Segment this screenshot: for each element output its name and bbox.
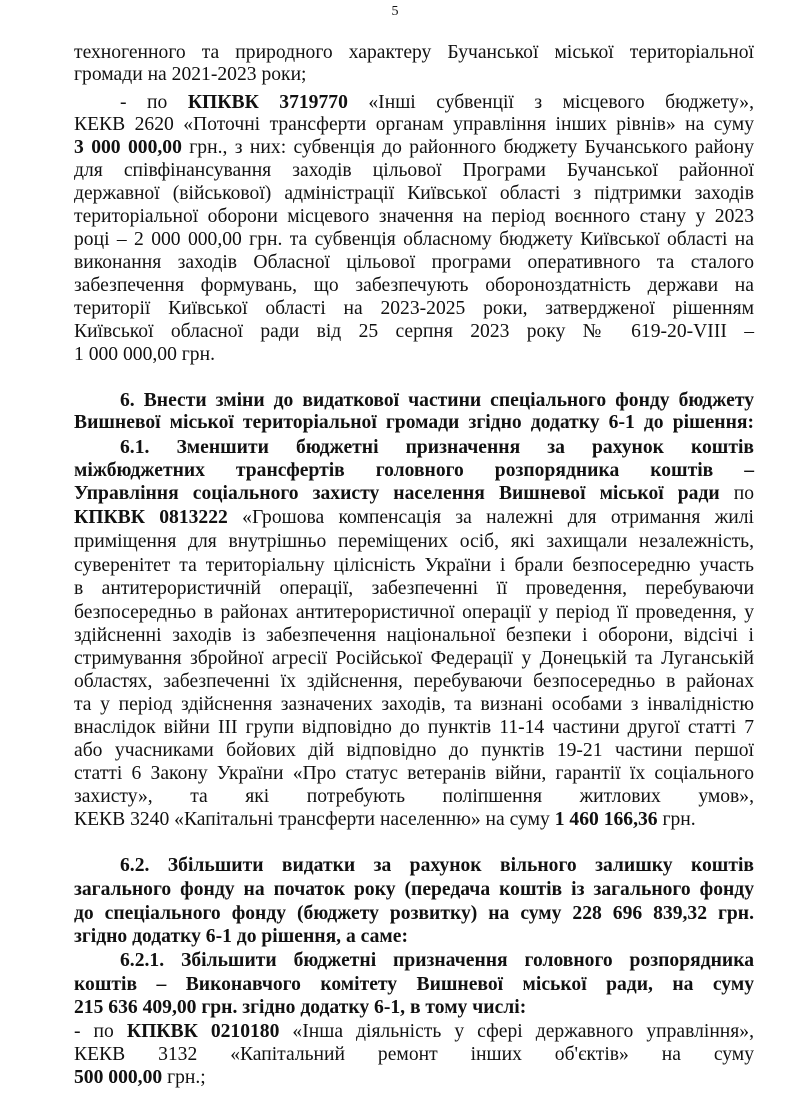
text-line	[74, 555, 754, 577]
text-run: техногенного та природного характеру Бучанської міської територіальної	[74, 42, 754, 63]
text-run: територіальної оборони місцевого значення на період воєнного стану у 2023	[74, 206, 754, 227]
text-line	[74, 183, 754, 205]
text-run: «Грошова компенсація за належні для отримання жилі	[227, 507, 754, 528]
text-line	[74, 717, 754, 739]
page-number: 5	[391, 4, 399, 19]
bold-text: 6.1. Зменшити бюджетні призначення за рахунок коштів	[120, 437, 754, 458]
text-run: - по	[74, 1021, 127, 1042]
bold-text: КПКВК 3719770	[187, 92, 348, 113]
bold-text: Управління соціального захисту населення Вишневої міської ради	[74, 483, 720, 504]
text-run: КЕКВ 3132 «Капітальний ремонт інших об'єктів» на суму	[74, 1044, 754, 1065]
text-run: КЕКВ 2620 «Поточні трансферти органам управління інших рівнів» на суму	[74, 114, 754, 135]
bold-text: 3 000 000,00	[74, 137, 182, 158]
section-heading	[120, 390, 754, 412]
text-line	[74, 114, 754, 136]
text-run: приміщення для внутрішньо переміщених осіб, які захищали незалежність,	[74, 531, 754, 552]
text-run: Київської обласної ради від 25 серпня 2023 року № 619-20-VIII –	[74, 321, 754, 342]
text-line	[74, 625, 754, 647]
bold-text: КПКВК 0210180	[126, 1021, 280, 1042]
text-line	[74, 809, 754, 831]
text-run: по	[719, 483, 754, 504]
text-line	[74, 460, 754, 482]
text-line	[74, 997, 754, 1019]
text-line	[74, 879, 754, 901]
text-line	[74, 275, 754, 297]
text-line	[74, 298, 754, 320]
text-line	[74, 671, 754, 693]
text-line	[120, 950, 754, 972]
text-line	[74, 648, 754, 670]
bold-text: загального фонду на початок року (передача коштів із загального фонду	[74, 879, 754, 900]
text-line	[74, 578, 754, 600]
text-line	[74, 1067, 754, 1089]
text-run: грн., з них: субвенція до районного бюджету Бучанського району	[181, 137, 754, 158]
text-run: «Інша діяльність у сфері державного управління»,	[279, 1021, 755, 1042]
text-line	[74, 903, 754, 925]
text-run: громади на 2021-2023 роки;	[74, 64, 307, 85]
section-heading	[74, 412, 754, 434]
text-line	[74, 160, 754, 182]
bold-text: до спеціального фонду (бюджету розвитку) на суму 228 696 839,32 грн.	[74, 903, 754, 924]
bold-text: коштів – Виконавчого комітету Вишневої міської ради, на суму	[74, 974, 754, 995]
bold-text: згідно додатку 6-1 до рішення, а саме:	[74, 926, 408, 947]
text-run: захисту», та які потребують поліпшення житлових умов»,	[74, 786, 754, 807]
text-line	[74, 531, 754, 553]
text-line	[74, 206, 754, 228]
text-run: - по	[120, 92, 188, 113]
bold-text: 215 636 409,00 грн. згідно додатку 6-1, в тому числі:	[74, 997, 527, 1018]
bold-text: Вишневої міської територіальної громади згідно додатку 6-1 до рішення:	[74, 412, 754, 433]
text-line	[74, 229, 754, 251]
text-line	[74, 344, 754, 366]
text-line	[74, 763, 754, 785]
text-line	[74, 483, 754, 505]
text-line	[120, 855, 754, 877]
bold-text: міжбюджетних трансфертів головного розпорядника коштів –	[74, 460, 754, 481]
text-run: областях, забезпеченні їх здійснення, перебуваючи безпосередньо в районах	[74, 671, 754, 692]
text-run: забезпечення формувань, що забезпечують обороноздатність держави на	[74, 275, 754, 296]
bold-text: 1 460 166,36	[554, 809, 658, 830]
bold-text: 6.2. Збільшити видатки за рахунок вільного залишку коштів	[120, 855, 754, 876]
text-run: території Київської області на 2023-2025 роки, затвердженої рішенням	[74, 298, 754, 319]
text-run: суверенітет та територіальну цілісність України і брали безпосередню участь	[74, 555, 754, 576]
text-run: в антитерористичній операції, забезпеченні її проведення, перебуваючи	[74, 578, 754, 599]
text-line	[74, 42, 754, 64]
text-run: грн.;	[162, 1067, 206, 1088]
text-run: здійсненні заходів із забезпечення національної безпеки і оборони, відсічі і	[74, 625, 754, 646]
text-line	[74, 1021, 754, 1043]
text-run: внаслідок війни ІІІ групи відповідно до пунктів 11-14 частини другої статті 7	[74, 717, 754, 738]
bold-text: 6.2.1. Збільшити бюджетні призначення головного розпорядника	[120, 950, 754, 971]
text-line	[74, 602, 754, 624]
text-line	[74, 507, 754, 529]
bold-text: 6. Внести зміни до видаткової частини спеціального фонду бюджету	[120, 390, 754, 411]
bold-text: 500 000,00	[74, 1067, 163, 1088]
text-line	[74, 694, 754, 716]
text-line	[74, 926, 754, 948]
text-line	[74, 1044, 754, 1066]
text-run: виконання заходів Обласної цільової програми оперативного та сталого	[74, 252, 754, 273]
text-line	[74, 740, 754, 762]
text-line	[74, 252, 754, 274]
text-run: для співфінансування заходів цільової Програми Бучанської районної	[74, 160, 754, 181]
text-run: році – 2 000 000,00 грн. та субвенція обласному бюджету Київської області на	[74, 229, 754, 250]
text-run: статті 6 Закону України «Про статус ветеранів війни, гарантії їх соціального	[74, 763, 754, 784]
text-line	[74, 321, 754, 343]
text-run: КЕКВ 3240 «Капітальні трансферти населенню» на суму	[74, 809, 555, 830]
text-line	[74, 137, 754, 159]
text-run: грн.	[657, 809, 696, 830]
text-line	[120, 437, 754, 459]
text-run: «Інші субвенції з місцевого бюджету»,	[347, 92, 754, 113]
text-line	[74, 974, 754, 996]
text-line	[74, 786, 754, 808]
text-run: або учасниками бойових дій відповідно до пунктів 19-21 частини першої	[74, 740, 754, 761]
text-run: державної (військової) адміністрації Київської області з підтримки заходів	[74, 183, 754, 204]
bold-text: КПКВК 0813222	[74, 507, 228, 528]
text-run: та у період здійснення зазначених заходів, та визнані особами з інвалідністю	[74, 694, 754, 715]
text-run: безпосередньо в районах антитерористичної операції у період її проведення, у	[74, 602, 754, 623]
text-run: 1 000 000,00 грн.	[74, 344, 215, 365]
text-line	[120, 92, 754, 114]
text-line	[74, 64, 754, 86]
text-run: стримування збройної агресії Російської Федерації у Донецькій та Луганській	[74, 648, 754, 669]
